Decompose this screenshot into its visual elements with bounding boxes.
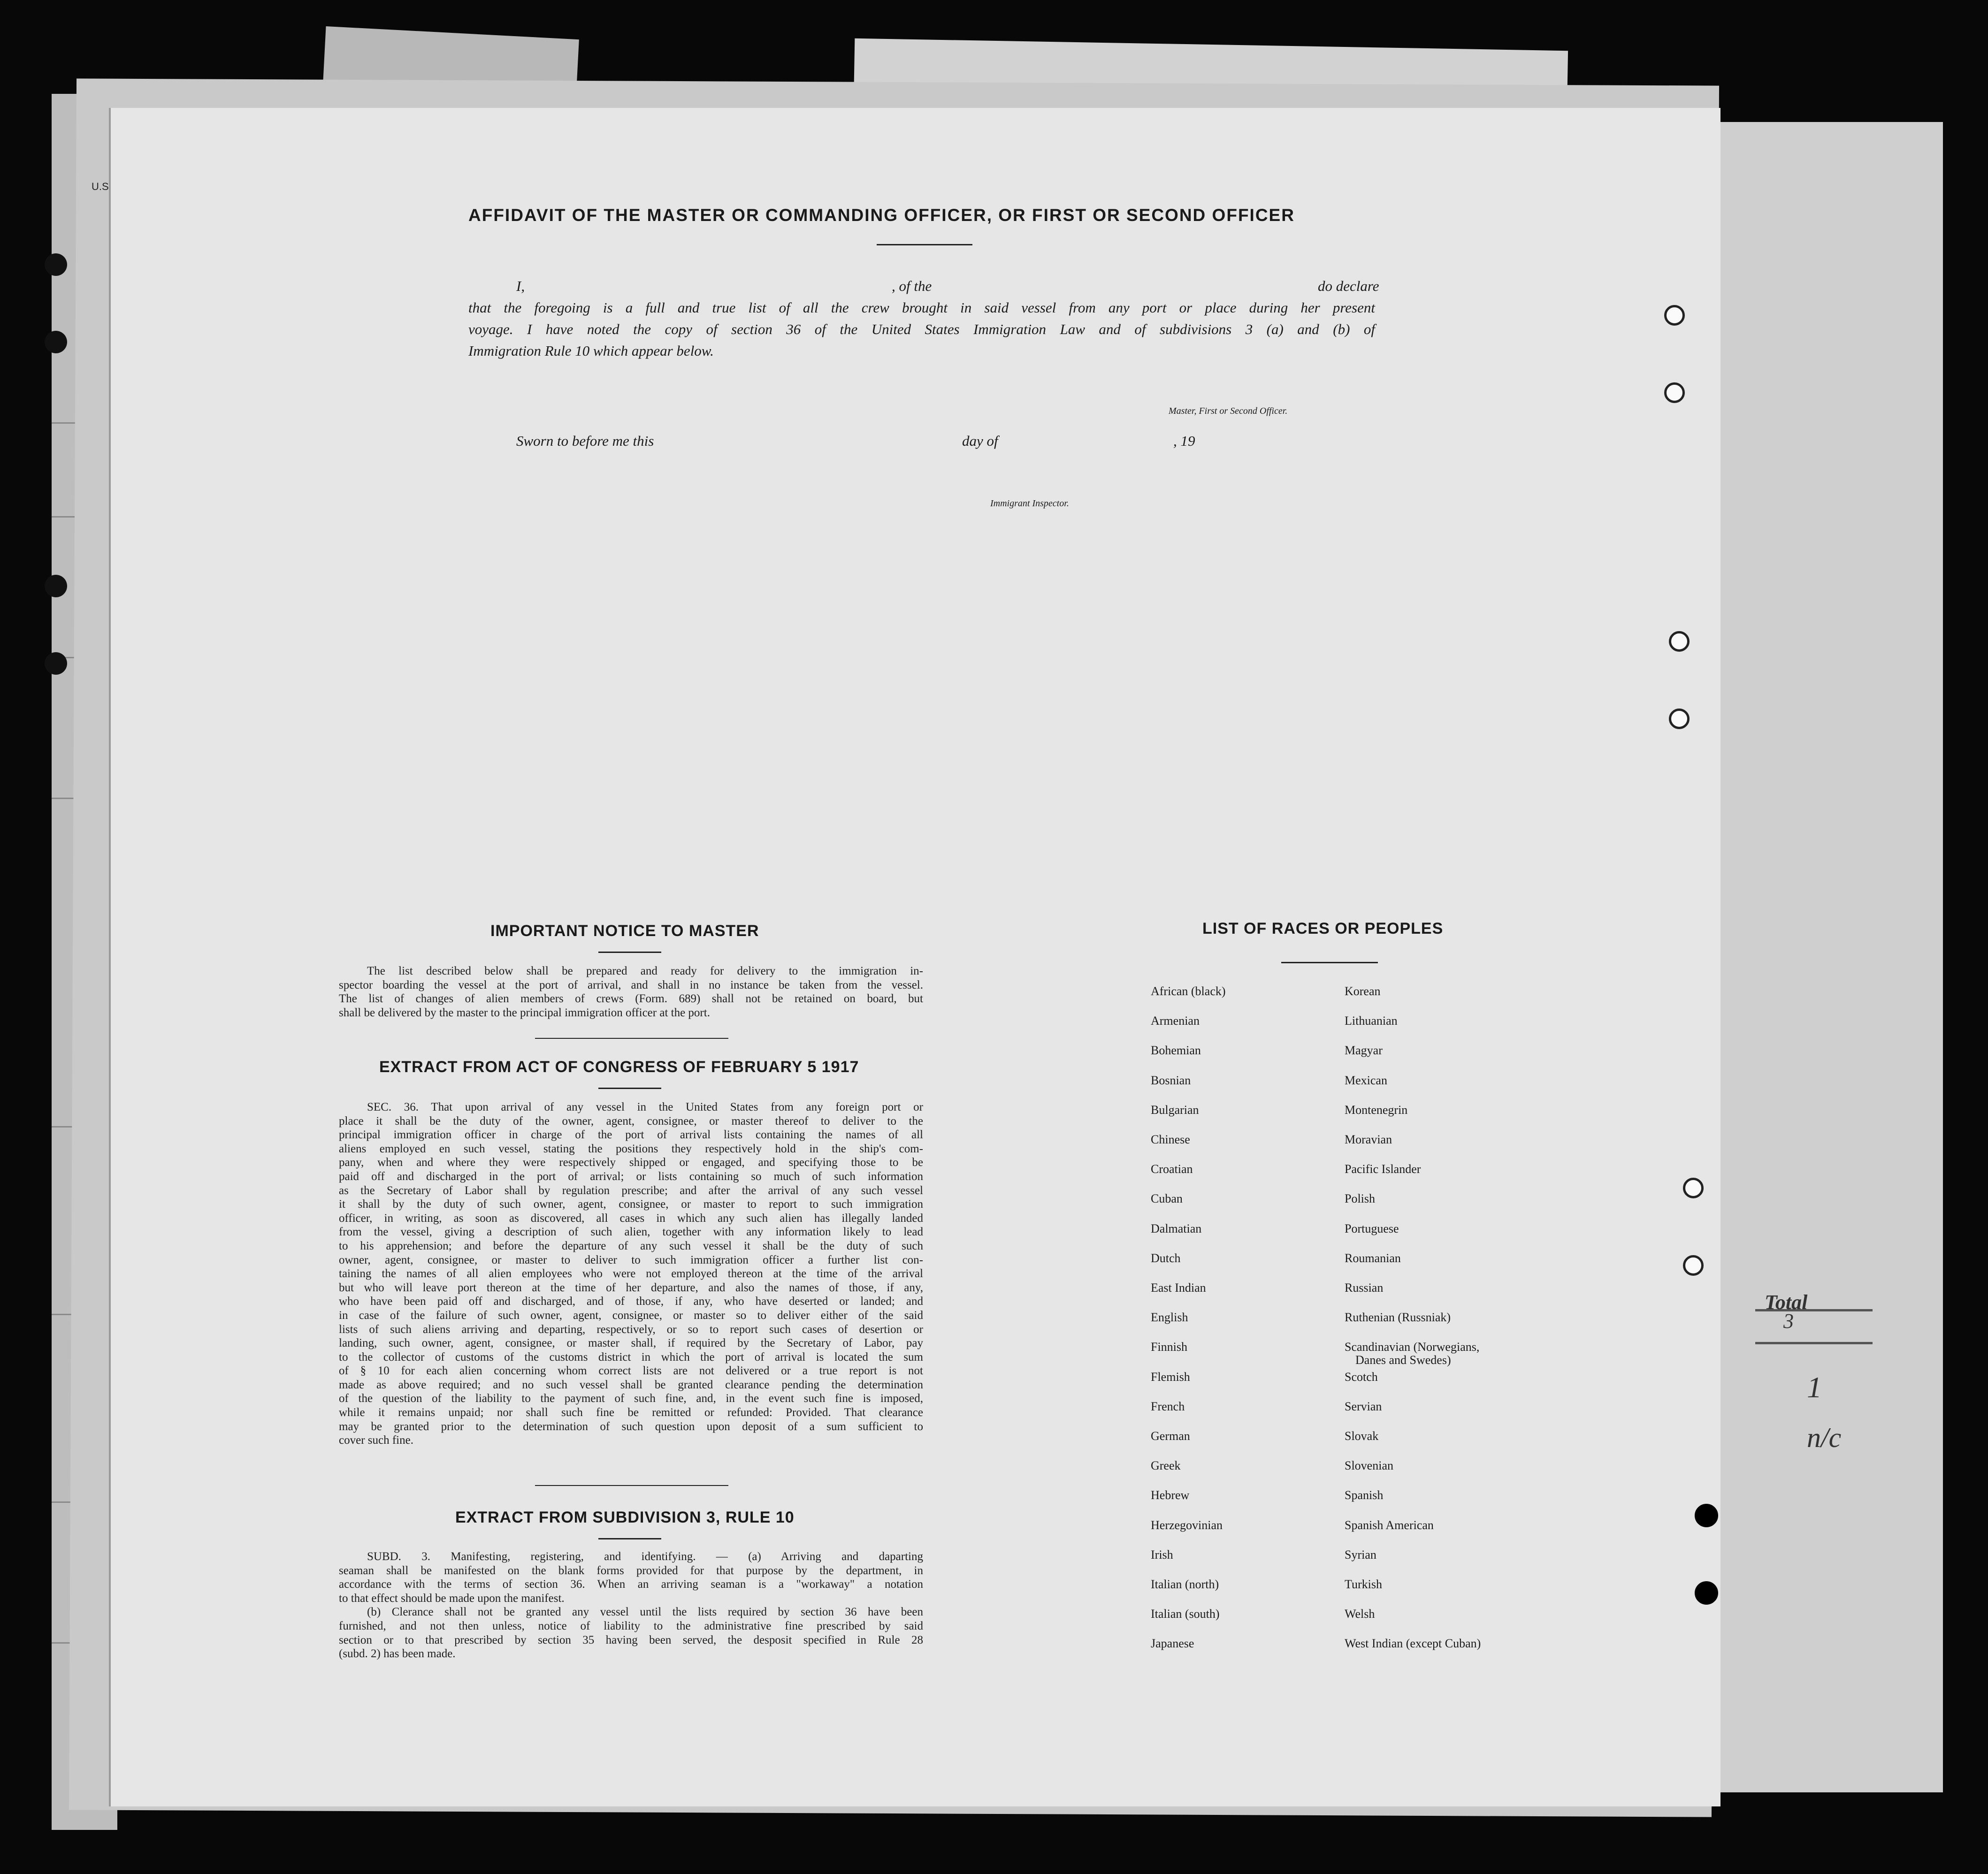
rule-line: SUBD. 3. Manifesting, registering, and identifying. — (a) Arriving and daparting — [367, 1550, 923, 1563]
race-item: Bosnian — [1151, 1073, 1191, 1087]
rule-line: furnished, and not then unless, notice of liability to the administrative fine prescribed by said — [339, 1619, 923, 1632]
race-item: Spanish American — [1345, 1518, 1434, 1532]
act-line: owner, agent, consignee, or master to deliver to such immigration officer a further list con- — [339, 1253, 923, 1266]
act-line: who have been paid off and discharged, and of those, if any, who have deserted or landed; and — [339, 1295, 923, 1308]
act-text — [339, 1100, 923, 1447]
race-item: Pacific Islander — [1345, 1162, 1421, 1176]
notice-title: IMPORTANT NOTICE TO MASTER — [490, 922, 759, 940]
rule-line: accordance with the terms of section 36. When an arriving seaman is a "workaway" a notation — [339, 1578, 923, 1591]
act-line: it shall by the duty of such owner, agent, consignee, or master to report to such immigration — [339, 1198, 923, 1211]
binder-hole — [1664, 382, 1685, 403]
act-title: EXTRACT FROM ACT OF CONGRESS OF FEBRUARY 5 1917 — [379, 1058, 859, 1076]
act-line: from the vessel, giving a description of such alien, together with any information likely to lead — [339, 1226, 923, 1239]
rule-line: to that effect should be made upon the manifest. — [339, 1592, 565, 1605]
master-signature-label: Master, First or Second Officer. — [1169, 406, 1288, 416]
race-item: Finnish — [1151, 1340, 1188, 1354]
race-item: Dutch — [1151, 1251, 1181, 1265]
binder-hole — [1669, 708, 1690, 729]
affidavit-of-the: , of the — [892, 278, 932, 294]
race-item: Chinese — [1151, 1133, 1190, 1146]
race-item: Hebrew — [1151, 1488, 1190, 1502]
handwritten-side-value: 1 — [1807, 1371, 1822, 1404]
act-line: may be granted prior to the determination of such question upon deposit of a sum sufficient to — [339, 1420, 923, 1433]
race-item: German — [1151, 1429, 1190, 1443]
binder-hole — [1683, 1178, 1704, 1198]
race-item: Portuguese — [1345, 1221, 1399, 1235]
rule-text — [339, 1550, 923, 1661]
affidavit-line-4: Immigration Rule 10 which appear below. — [468, 343, 714, 359]
background-sheet-right — [1690, 122, 1943, 1792]
section-divider — [535, 1485, 728, 1486]
sworn-label: Sworn to before me this — [516, 433, 654, 449]
section-divider — [535, 1038, 728, 1039]
binder-hole — [1695, 1581, 1718, 1605]
race-item: Russian — [1345, 1281, 1384, 1295]
handwritten-note: n/c — [1807, 1422, 1842, 1453]
race-item: Croatian — [1151, 1162, 1193, 1176]
race-item: African (black) — [1151, 984, 1226, 998]
race-item: Greek — [1151, 1459, 1181, 1473]
binder-hole — [1669, 631, 1690, 652]
affidavit-title: AFFIDAVIT OF THE MASTER OR COMMANDING OFFICER, OR FIRST OR SECOND OFFICER — [468, 206, 1295, 225]
race-item: Bulgarian — [1151, 1103, 1199, 1117]
act-line: paid off and discharged in the port of arrival; or lists containing so much of such information — [339, 1170, 923, 1183]
race-item: Irish — [1151, 1547, 1173, 1562]
race-item: Lithuanian — [1345, 1014, 1398, 1028]
race-item: Scotch — [1345, 1370, 1378, 1384]
act-line: of § 10 for each alien concerning whom correct lists are not delivered or a true report is not — [339, 1364, 923, 1378]
race-item: Slovenian — [1345, 1459, 1393, 1473]
year-label: , 19 — [1173, 433, 1195, 449]
binder-hole — [45, 652, 67, 675]
day-of-label: day of — [962, 433, 998, 449]
affidavit-i-label: I, — [516, 278, 525, 294]
act-line: place it shall be the duty of the owner, agent, consignee, or master thereof to deliver to the — [339, 1114, 923, 1127]
act-line: in case of the failure of such owner, agent, consignee, or master so to deliver either of the said — [339, 1309, 923, 1322]
act-line: officer, in writing, as soon as discovered, all cases in which any such alien has illegally landed — [339, 1211, 923, 1225]
binder-hole — [1664, 305, 1685, 326]
races-title: LIST OF RACES OR PEOPLES — [1202, 920, 1444, 937]
notice-rule — [598, 952, 661, 953]
rule-title: EXTRACT FROM SUBDIVISION 3, RULE 10 — [455, 1508, 795, 1526]
race-item: Spanish — [1345, 1488, 1384, 1502]
act-line: while it remains unpaid; nor shall such fine be remitted or refunded: Provided. That clearance — [339, 1406, 923, 1419]
race-item: Italian (north) — [1151, 1577, 1219, 1591]
rule-rule — [598, 1538, 661, 1539]
race-item: Polish — [1345, 1192, 1376, 1206]
race-item: Magyar — [1345, 1044, 1383, 1058]
race-item: Dalmatian — [1151, 1221, 1202, 1235]
act-line: aliens employed en such vessel, stating the positions they respectively hold in the ship's com- — [339, 1142, 923, 1155]
act-line: made as above required; and no such vessel shall be granted clearance pending the determination — [339, 1378, 923, 1391]
act-line: to the collector of customs of the customs district in which the port of arrival is located the sum — [339, 1350, 923, 1364]
act-line: to his apprehension; and before the departure of any such vessel it shall be the duty of such — [339, 1239, 923, 1252]
act-line: taining the names of all alien employees who were not employed thereon at the time of the arrival — [339, 1267, 923, 1280]
race-item: English — [1151, 1310, 1188, 1325]
race-item: Welsh — [1345, 1607, 1375, 1621]
affidavit-line-2: that the foregoing is a full and true list of all the crew brought in said vessel from any port or place during her present — [468, 299, 1375, 316]
race-item: Scandinavian (Norwegians, — [1345, 1340, 1480, 1354]
rule-line: (b) Clerance shall not be granted any vessel until the lists required by section 36 have been — [367, 1606, 923, 1619]
race-item: Slovak — [1345, 1429, 1379, 1443]
rule-line: (subd. 2) has been made. — [339, 1647, 456, 1661]
notice-text: The list described below shall be prepared and ready for delivery to the immigration in- spector boarding the vessel at the port of arrival, and shall in no instance be taken from the vessel. The list of changes of alien members of crews (Form. 689) shall not be retained on board, but shall be delivered by the master to the principal immigration officer at the port. — [339, 965, 923, 1019]
race-item: Servian — [1345, 1399, 1382, 1413]
race-item: Moravian — [1345, 1133, 1392, 1146]
act-line: pany, when and where they were respectively shipped or engaged, and specifying those to be — [339, 1156, 923, 1169]
act-line: but who will leave port thereon at the time of her departure, and also the names of those, if any, — [339, 1281, 923, 1294]
race-item: Roumanian — [1345, 1251, 1401, 1265]
binder-hole — [45, 331, 67, 353]
act-line: cover such fine. — [339, 1434, 413, 1447]
act-line: SEC. 36. That upon arrival of any vessel in the United States from any foreign port or — [367, 1101, 923, 1113]
races-rule — [1281, 962, 1378, 963]
inspector-signature-label: Immigrant Inspector. — [990, 498, 1069, 509]
race-item: West Indian (except Cuban) — [1345, 1637, 1481, 1651]
race-item: Ruthenian (Russniak) — [1345, 1310, 1451, 1325]
act-line: as the Secretary of Labor shall by regulation prescribe; and after the arrival of any such vessel — [339, 1184, 923, 1197]
race-item: Japanese — [1151, 1637, 1194, 1651]
race-item: Flemish — [1151, 1370, 1190, 1384]
act-line: landing, such owner, agent, consignee, or master shall, if required by the Secretary of Labor, pay — [339, 1337, 923, 1350]
handwritten-total-value: 3 — [1783, 1310, 1794, 1333]
binder-hole — [45, 253, 67, 276]
act-line: lists of such aliens arriving and departing, respectively, or so to report such cases of desertion or — [339, 1323, 923, 1336]
handwritten-total-label: Total — [1765, 1291, 1808, 1314]
race-item: East Indian — [1151, 1281, 1206, 1295]
binder-hole — [1695, 1504, 1718, 1527]
race-item: Syrian — [1345, 1547, 1376, 1562]
race-item: Bohemian — [1151, 1044, 1201, 1058]
race-item: French — [1151, 1399, 1185, 1413]
race-item: Turkish — [1345, 1577, 1382, 1591]
act-rule — [598, 1088, 661, 1089]
race-item-continuation: Danes and Swedes) — [1355, 1353, 1451, 1367]
race-item: Montenegrin — [1345, 1103, 1408, 1117]
race-item: Korean — [1345, 984, 1381, 998]
race-item: Herzegovinian — [1151, 1518, 1223, 1532]
affidavit-line-3: voyage. I have noted the copy of section 36 of the United States Immigration Law and of subdivisions 3 (a) and (b) of — [468, 321, 1375, 337]
race-item: Mexican — [1345, 1073, 1387, 1087]
act-line: of the question of the liability to the payment of such fine, and, in the event such fine is imposed, — [339, 1392, 923, 1405]
race-item: Cuban — [1151, 1192, 1183, 1206]
race-item: Armenian — [1151, 1014, 1200, 1028]
margin-us-mark: U.S — [92, 181, 109, 192]
act-line: principal immigration officer in charge of the port of arrival lists containing the names of all — [339, 1128, 923, 1142]
affidavit-do-declare: do declare — [1318, 278, 1379, 294]
rule-line: seaman shall be manifested on the blank forms provided for that purpose by the department, in — [339, 1564, 923, 1577]
rule-line: section or to that prescribed by section 35 having been served, the desposit specified in Rule 28 — [339, 1633, 923, 1646]
binder-hole — [45, 575, 67, 597]
title-rule — [877, 244, 972, 245]
race-item: Italian (south) — [1151, 1607, 1220, 1621]
binder-hole — [1683, 1255, 1704, 1276]
